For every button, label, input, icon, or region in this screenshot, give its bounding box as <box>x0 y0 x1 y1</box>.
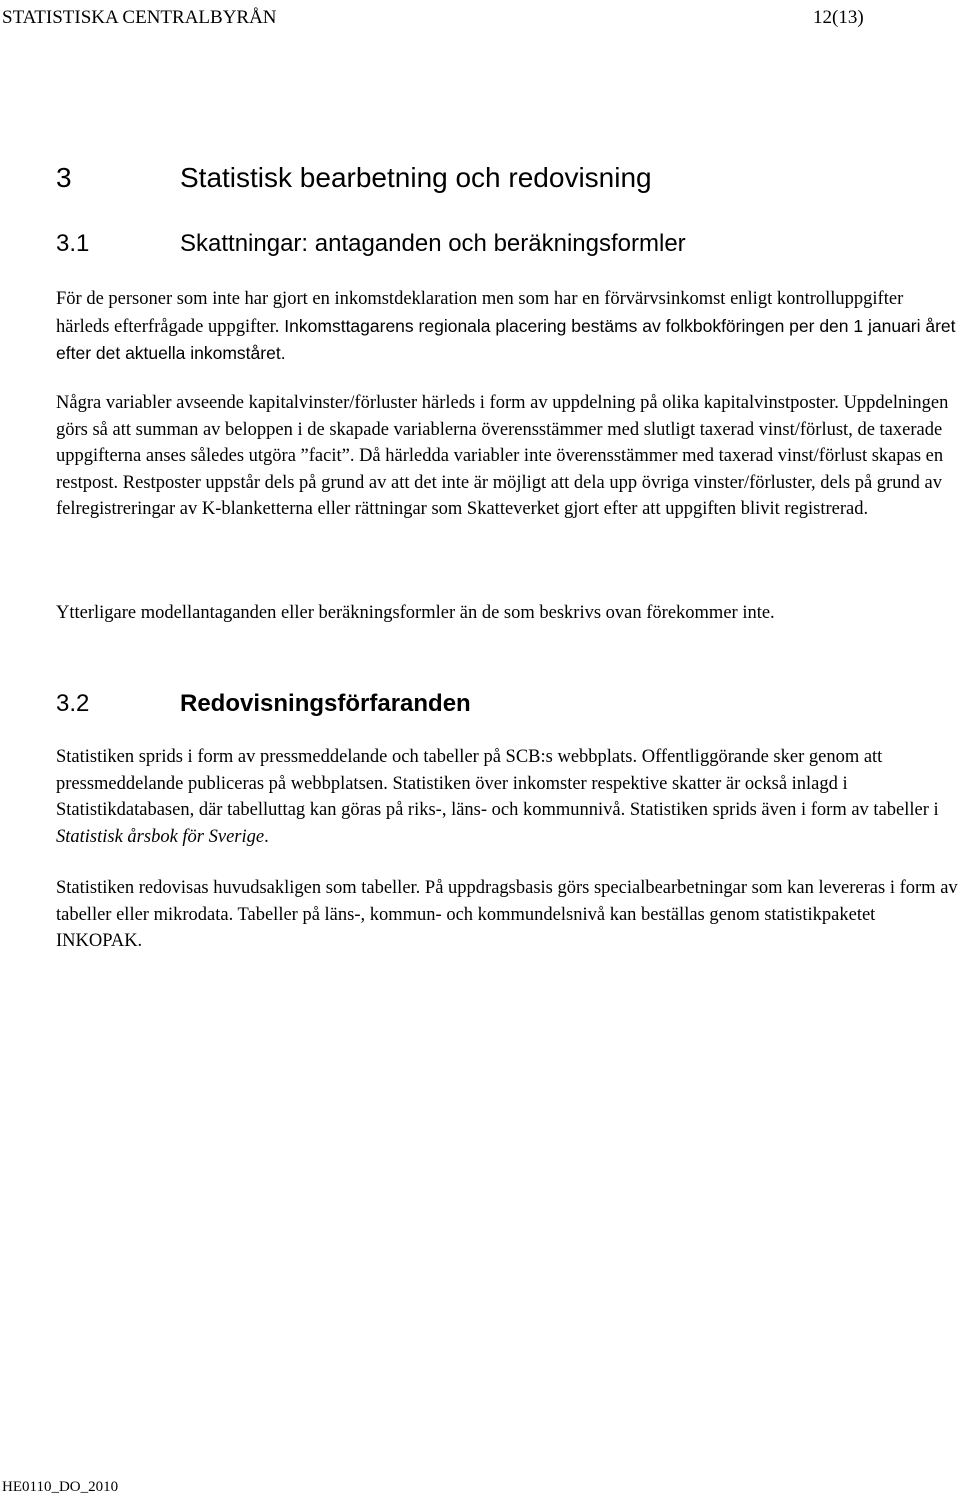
section-3-1-paragraph-1 <box>56 286 960 368</box>
section-3-1-paragraph-3: Ytterligare modellantaganden eller beräkningsformler än de som beskrivs ovan förekommer inte. <box>56 603 775 623</box>
publication-title: Statistisk årsbok för Sverige <box>56 826 265 847</box>
paragraph-text-run: Statistiken sprids i form av pressmeddelande och tabeller på SCB:s webbplats. Offentliggörande sker genom att pressmeddelande publiceras på webbplatsen. Statistiken över inkomster respektive skatter är också inlagd i Statistikdatabasen, där tabelluttag kan göras på riks-, läns- och kommunnivå. Statistiken sprids även i form av tabeller i <box>56 747 939 820</box>
paragraph-end-run: . <box>264 826 269 847</box>
section-3-1-heading <box>56 228 686 260</box>
section-3-2-heading <box>56 688 471 720</box>
page-header <box>0 6 960 30</box>
section-3-2-paragraph-1 <box>56 744 960 850</box>
section-3-2-title: Redovisningsförfaranden <box>180 690 471 717</box>
section-3-1-title: Skattningar: antaganden och beräkningsformler <box>180 230 686 257</box>
paragraph-sans-run: Inkomsttagarens regionala placering bestäms av folkbokföringen per den 1 januari året efter det aktuella inkomståret. <box>56 315 956 363</box>
section-3-number: 3 <box>56 162 72 193</box>
section-3-2-number: 3.2 <box>56 690 90 717</box>
organization-name: STATISTISKA CENTRALBYRÅN <box>2 7 277 28</box>
section-3-title: Statistisk bearbetning och redovisning <box>180 162 652 193</box>
paragraph-serif-run: För de personer som inte har gjort en inkomstdeklaration men som har en förvärvsinkomst enligt kontrolluppgifter härleds efterfrågade uppgifter. <box>56 289 904 337</box>
section-3-2-paragraph-2: Statistiken redovisas huvudsakligen som tabeller. På uppdragsbasis görs specialbearbetningar som kan levereras i form av tabeller eller mikrodata. Tabeller på läns-, kommun- och kommundelsnivå kan beställas genom statistikpaketet INKOPAK. <box>56 878 958 951</box>
section-3-heading <box>56 160 652 196</box>
section-3-1-number: 3.1 <box>56 230 90 257</box>
section-3-1-paragraph-2: Några variabler avseende kapitalvinster/förluster härleds i form av uppdelning på olika kapitalvinstposter. Uppdelningen görs så att summan av beloppen i de skapade variablerna överensstämmer med slutligt taxerad vinst/förlust, de taxerade uppgifterna anses således utgöra ”facit”. Då härledda variabler inte överensstämmer med taxerad vinst/förlust skapas en restpost. Restposter uppstår dels på grund av att det inte är möjligt att dela upp övriga vinster/förluster, dels på grund av felregistreringar av K-blanketterna eller rättningar som Skatteverket gjort efter att uppgiften blivit registrerad. <box>56 393 949 519</box>
page-number: 12(13) <box>813 7 864 28</box>
document-id-footer: HE0110_DO_2010 <box>2 1479 119 1495</box>
